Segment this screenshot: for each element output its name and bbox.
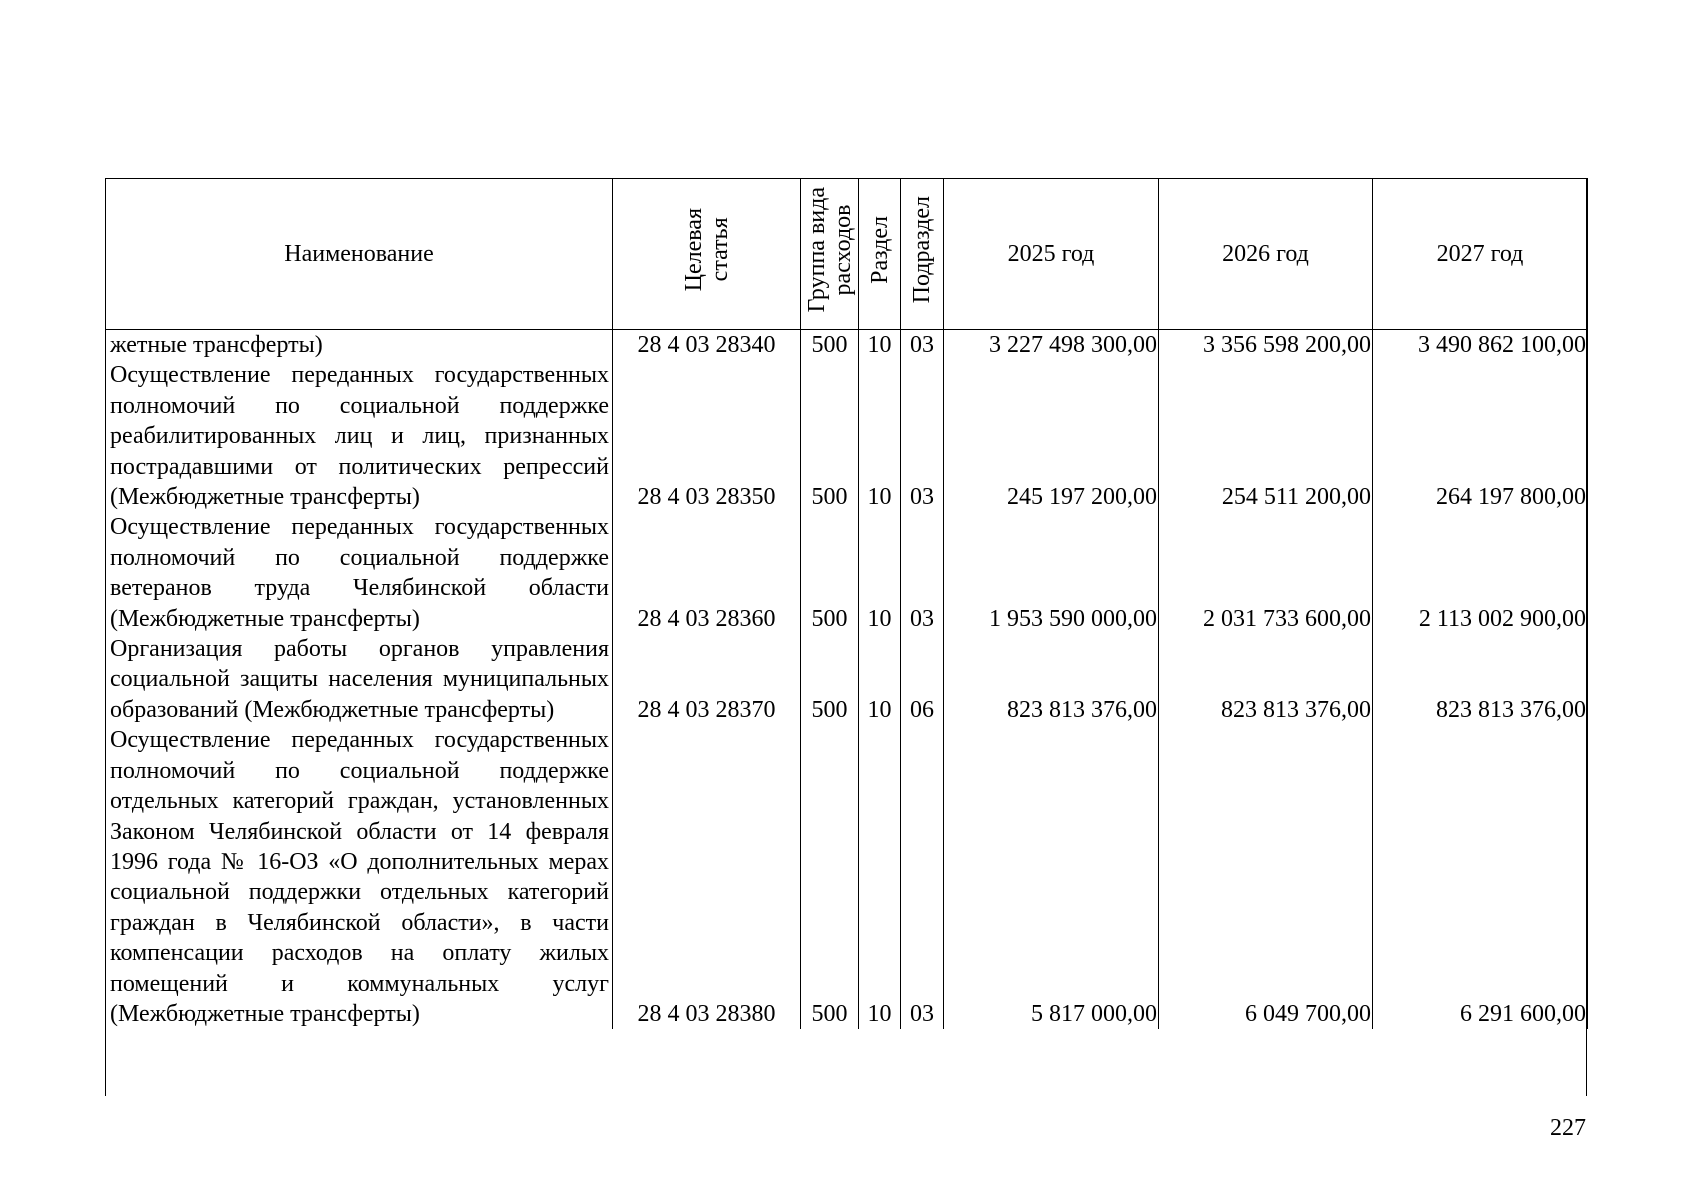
row-expense-group: 500 (801, 512, 859, 634)
row-section: 10 (859, 634, 901, 725)
row-section: 10 (859, 512, 901, 634)
row-amount-2026: 254 511 200,00 (1159, 360, 1373, 512)
row-subsection: 03 (901, 330, 944, 361)
row-subsection: 03 (901, 360, 944, 512)
page-number: 227 (1550, 1115, 1586, 1141)
row-name: Осуществление переданных государственных полномочий по социальной поддержке ветеранов труда Челябинской области (Межбюджетные трансферты) (106, 512, 613, 634)
header-row (106, 179, 1588, 330)
header-2025: 2025 год (944, 179, 1159, 330)
row-amount-2025: 245 197 200,00 (944, 360, 1159, 512)
row-subsection: 06 (901, 634, 944, 725)
budget-table (105, 178, 1588, 1029)
table-row (106, 634, 1588, 725)
row-name: жетные трансферты) (106, 330, 613, 361)
row-name: Осуществление переданных государственных полномочий по социальной поддержке отдельных категорий граждан, установленных Законом Челябинской области от 14 февраля 1996 года № 16-ОЗ «О дополнительных мерах социальной поддержки отдельных категорий граждан в Челябинской области», в части компенсации расходов на оплату жилых помещений и коммунальных услуг (Межбюджетные трансферты) (106, 725, 613, 1029)
header-subsection: Подраздел (901, 179, 944, 330)
table-row (106, 330, 1588, 361)
row-target-article: 28 4 03 28370 (613, 634, 801, 725)
table-row (106, 725, 1588, 1029)
row-amount-2027: 823 813 376,00 (1373, 634, 1588, 725)
row-expense-group: 500 (801, 330, 859, 361)
row-amount-2025: 823 813 376,00 (944, 634, 1159, 725)
row-amount-2027: 2 113 002 900,00 (1373, 512, 1588, 634)
header-target-article: Целевая статья (613, 179, 801, 330)
table-row (106, 512, 1588, 634)
header-name: Наименование (106, 179, 613, 330)
row-amount-2026: 2 031 733 600,00 (1159, 512, 1373, 634)
row-section: 10 (859, 725, 901, 1029)
row-section: 10 (859, 330, 901, 361)
row-amount-2026: 6 049 700,00 (1159, 725, 1373, 1029)
row-name: Организация работы органов управления социальной защиты населения муниципальных образований (Межбюджетные трансферты) (106, 634, 613, 725)
row-target-article: 28 4 03 28380 (613, 725, 801, 1029)
row-name: Осуществление переданных государственных полномочий по социальной поддержке реабилитированных лиц и лиц, признанных пострадавшими от политических репрессий (Межбюджетные трансферты) (106, 360, 613, 512)
header-section: Раздел (859, 179, 901, 330)
table-row (106, 360, 1588, 512)
row-expense-group: 500 (801, 360, 859, 512)
row-subsection: 03 (901, 512, 944, 634)
row-expense-group: 500 (801, 634, 859, 725)
row-target-article: 28 4 03 28360 (613, 512, 801, 634)
header-2026: 2026 год (1159, 179, 1373, 330)
row-subsection: 03 (901, 725, 944, 1029)
row-section: 10 (859, 360, 901, 512)
header-expense-group: Группа вида расходов (801, 179, 859, 330)
row-target-article: 28 4 03 28350 (613, 360, 801, 512)
row-amount-2026: 823 813 376,00 (1159, 634, 1373, 725)
row-amount-2025: 3 227 498 300,00 (944, 330, 1159, 361)
row-amount-2027: 3 490 862 100,00 (1373, 330, 1588, 361)
row-target-article: 28 4 03 28340 (613, 330, 801, 361)
row-amount-2025: 1 953 590 000,00 (944, 512, 1159, 634)
row-amount-2025: 5 817 000,00 (944, 725, 1159, 1029)
header-2027: 2027 год (1373, 179, 1588, 330)
row-amount-2027: 6 291 600,00 (1373, 725, 1588, 1029)
row-amount-2026: 3 356 598 200,00 (1159, 330, 1373, 361)
row-amount-2027: 264 197 800,00 (1373, 360, 1588, 512)
row-expense-group: 500 (801, 725, 859, 1029)
